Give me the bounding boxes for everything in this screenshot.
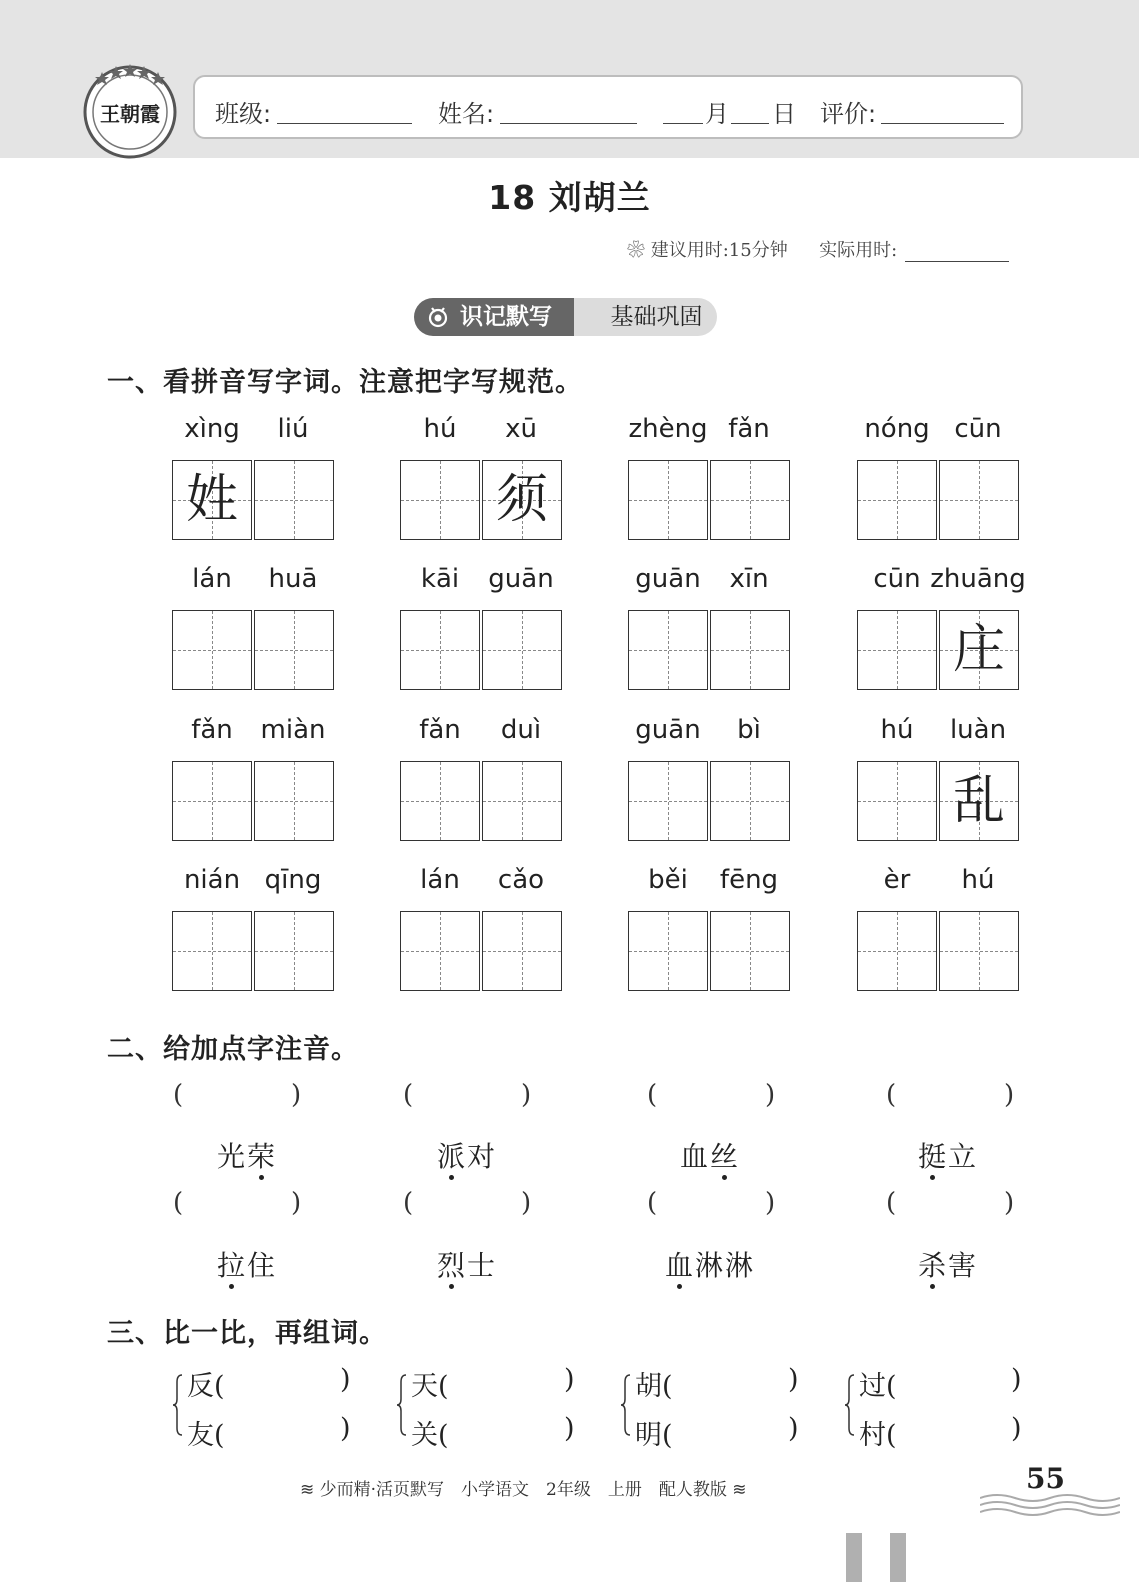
- class-field[interactable]: [277, 123, 412, 124]
- section-tag: [414, 298, 717, 336]
- example-character: [401, 762, 479, 840]
- paren-open: (: [647, 1080, 658, 1110]
- pinyin-label: zhèng: [628, 414, 708, 444]
- example-character: [858, 762, 936, 840]
- tianzige-writing-box[interactable]: [400, 460, 480, 540]
- example-character: [940, 912, 1018, 990]
- tianzige-writing-box[interactable]: [400, 911, 480, 991]
- tianzige-writing-box[interactable]: [939, 610, 1019, 690]
- pinyin-label: guān: [635, 564, 701, 594]
- example-character: 乱: [952, 771, 1005, 831]
- wave-right-icon: ≋: [732, 1480, 747, 1500]
- example-character: [173, 762, 251, 840]
- pinyin-label: duì: [500, 715, 542, 745]
- example-character: [629, 762, 707, 840]
- logo-text: 王朝霞: [100, 102, 160, 126]
- example-character: [255, 461, 333, 539]
- question-3-heading: 三、比一比，再组词。: [107, 1318, 387, 1349]
- paren-close: ): [521, 1080, 532, 1110]
- tianzige-writing-box[interactable]: [254, 761, 334, 841]
- word-answer-field[interactable]: [465, 1366, 560, 1398]
- section-tag-right: 基础巩固: [574, 298, 717, 336]
- pinyin-label: lán: [192, 564, 232, 594]
- compare-character: 村(: [859, 1420, 897, 1451]
- page-number: 55: [1026, 1462, 1065, 1495]
- month-field[interactable]: [663, 123, 703, 124]
- paren-close: ): [1011, 1413, 1022, 1444]
- suggested-time: 建议用时:15分钟: [650, 240, 788, 261]
- compare-character: 友(: [187, 1420, 225, 1451]
- tianzige-writing-box[interactable]: [172, 911, 252, 991]
- pinyin-answer-field[interactable]: [191, 1082, 289, 1114]
- paren-open: (: [647, 1188, 658, 1218]
- example-character: [858, 611, 936, 689]
- paren-close: ): [765, 1080, 776, 1110]
- dotted-word: 光荣: [216, 1140, 278, 1173]
- brace-icon: [397, 1374, 407, 1436]
- pinyin-label: lán: [420, 865, 460, 895]
- tianzige-writing-box[interactable]: [254, 610, 334, 690]
- example-character: 庄: [952, 620, 1005, 680]
- actual-time-field[interactable]: [905, 243, 1009, 262]
- paren-close: ): [521, 1188, 532, 1218]
- pinyin-label: hú: [880, 715, 914, 745]
- timing-line: [627, 236, 1009, 262]
- tianzige-writing-box[interactable]: [172, 610, 252, 690]
- evaluation-label: 评价:: [820, 100, 877, 128]
- example-character: [711, 912, 789, 990]
- word-answer-field[interactable]: [465, 1415, 560, 1447]
- word-answer-field[interactable]: [241, 1415, 336, 1447]
- paren-open: (: [403, 1080, 414, 1110]
- compare-character: 反(: [187, 1371, 225, 1402]
- tianzige-writing-box[interactable]: [254, 460, 334, 540]
- paren-close: ): [1011, 1364, 1022, 1395]
- word-answer-field[interactable]: [913, 1415, 1007, 1447]
- example-character: [401, 611, 479, 689]
- evaluation-field[interactable]: [881, 123, 1004, 124]
- paren-open: (: [886, 1188, 897, 1218]
- emphasis-dot: [677, 1284, 682, 1289]
- pinyin-answer-field[interactable]: [665, 1082, 763, 1114]
- month-label: 月: [705, 100, 729, 128]
- dotted-word: 杀害: [917, 1249, 979, 1282]
- pinyin-label: xìng: [184, 414, 240, 444]
- tianzige-writing-box[interactable]: [482, 610, 562, 690]
- pinyin-label: miàn: [260, 715, 326, 745]
- pinyin-label: bì: [737, 715, 761, 745]
- compare-character: 胡(: [635, 1371, 673, 1402]
- example-character: [483, 611, 561, 689]
- word-answer-field[interactable]: [689, 1366, 784, 1398]
- pinyin-label: guān: [635, 715, 701, 745]
- name-label: 姓名:: [438, 100, 495, 128]
- dotted-word: 烈士: [436, 1249, 498, 1282]
- word-answer-field[interactable]: [241, 1366, 336, 1398]
- tianzige-writing-box[interactable]: [710, 610, 790, 690]
- pinyin-label: cǎo: [497, 865, 545, 895]
- example-character: [711, 611, 789, 689]
- actual-time-label: 实际用时:: [819, 240, 898, 261]
- dotted-word: 拉住: [216, 1249, 278, 1282]
- paren-close: ): [340, 1364, 351, 1395]
- example-character: [629, 461, 707, 539]
- footer: [300, 1475, 747, 1500]
- pinyin-answer-field[interactable]: [191, 1190, 289, 1222]
- pinyin-label: guān: [488, 564, 554, 594]
- pinyin-label: fǎn: [191, 715, 233, 745]
- paren-open: (: [403, 1188, 414, 1218]
- dotted-word: 派对: [436, 1140, 498, 1173]
- wave-left-icon: ≋: [300, 1480, 315, 1500]
- tianzige-writing-box[interactable]: [939, 911, 1019, 991]
- page-waves-decoration: [980, 1488, 1120, 1528]
- pinyin-label: fēng: [719, 865, 779, 895]
- pinyin-label: běi: [648, 865, 688, 895]
- paren-open: (: [173, 1188, 184, 1218]
- tianzige-writing-box[interactable]: [628, 610, 708, 690]
- compare-character: 关(: [411, 1420, 449, 1451]
- pinyin-label: nián: [183, 865, 241, 895]
- example-character: [255, 912, 333, 990]
- example-character: 姓: [185, 470, 238, 530]
- tianzige-writing-box[interactable]: [628, 761, 708, 841]
- compare-character: 明(: [635, 1420, 673, 1451]
- pinyin-label: xū: [505, 414, 537, 444]
- class-label: 班级:: [215, 100, 272, 128]
- pinyin-label: hú: [423, 414, 457, 444]
- paren-close: ): [788, 1413, 799, 1444]
- paren-close: ): [291, 1080, 302, 1110]
- paren-open: (: [886, 1080, 897, 1110]
- paren-close: ): [1004, 1080, 1015, 1110]
- tianzige-writing-box[interactable]: [172, 460, 252, 540]
- paren-close: ): [1004, 1188, 1015, 1218]
- question-2-heading: 二、给加点字注音。: [107, 1034, 359, 1065]
- paren-close: ): [564, 1413, 575, 1444]
- pinyin-label: cūn: [873, 564, 921, 594]
- pinyin-answer-field[interactable]: [421, 1082, 519, 1114]
- tianzige-writing-box[interactable]: [482, 911, 562, 991]
- tianzige-writing-box[interactable]: [710, 911, 790, 991]
- word-answer-field[interactable]: [913, 1366, 1007, 1398]
- brace-icon: [621, 1374, 631, 1436]
- example-character: [858, 912, 936, 990]
- tianzige-writing-box[interactable]: [710, 761, 790, 841]
- pinyin-label: liú: [277, 414, 309, 444]
- brace-icon: [173, 1374, 183, 1436]
- example-character: [483, 762, 561, 840]
- emphasis-dot: [449, 1175, 454, 1180]
- tianzige-writing-box[interactable]: [400, 610, 480, 690]
- tianzige-writing-box[interactable]: [857, 911, 937, 991]
- pinyin-label: qīng: [264, 865, 322, 895]
- pinyin-label: luàn: [949, 715, 1007, 745]
- example-character: [255, 611, 333, 689]
- tianzige-writing-box[interactable]: [857, 460, 937, 540]
- medal-icon: [426, 305, 450, 329]
- section-tag-left: 识记默写: [414, 298, 584, 336]
- dotted-word: 血丝: [679, 1140, 741, 1173]
- example-character: 须: [495, 470, 548, 530]
- word-answer-field[interactable]: [689, 1415, 784, 1447]
- pinyin-label: huā: [268, 564, 318, 594]
- tianzige-writing-box[interactable]: [482, 460, 562, 540]
- pinyin-label: hú: [961, 865, 995, 895]
- student-info-bar: [193, 75, 1023, 139]
- example-character: [711, 762, 789, 840]
- tianzige-writing-box[interactable]: [939, 761, 1019, 841]
- publisher-logo: [80, 60, 180, 160]
- dotted-word: 血淋淋: [664, 1249, 756, 1282]
- paren-close: ): [291, 1188, 302, 1218]
- paren-close: ): [788, 1364, 799, 1395]
- paren-close: ): [564, 1364, 575, 1395]
- pinyin-label: zhuāng: [930, 564, 1026, 594]
- tianzige-writing-box[interactable]: [254, 911, 334, 991]
- emphasis-dot: [930, 1284, 935, 1289]
- pinyin-answer-field[interactable]: [665, 1190, 763, 1222]
- example-character: [255, 762, 333, 840]
- day-field[interactable]: [731, 123, 769, 124]
- compare-character: 过(: [859, 1371, 897, 1402]
- binding-marks: [846, 1533, 906, 1582]
- emphasis-dot: [449, 1284, 454, 1289]
- tianzige-writing-box[interactable]: [482, 761, 562, 841]
- tianzige-writing-box[interactable]: [628, 460, 708, 540]
- lesson-title: 18 刘胡兰: [488, 178, 651, 217]
- emphasis-dot: [930, 1175, 935, 1180]
- paren-open: (: [173, 1080, 184, 1110]
- pinyin-answer-field[interactable]: [421, 1190, 519, 1222]
- tianzige-writing-box[interactable]: [857, 610, 937, 690]
- example-character: [173, 611, 251, 689]
- example-character: [483, 912, 561, 990]
- paren-close: ): [765, 1188, 776, 1218]
- example-character: [858, 461, 936, 539]
- emphasis-dot: [259, 1175, 264, 1180]
- dotted-word: 挺立: [917, 1140, 979, 1173]
- example-character: [629, 611, 707, 689]
- example-character: [629, 912, 707, 990]
- example-character: [401, 912, 479, 990]
- emphasis-dot: [229, 1284, 234, 1289]
- name-field[interactable]: [500, 123, 637, 124]
- tianzige-writing-box[interactable]: [400, 761, 480, 841]
- flower-icon: ❀: [627, 240, 645, 261]
- example-character: [940, 461, 1018, 539]
- pinyin-label: nóng: [864, 414, 930, 444]
- pinyin-label: cūn: [954, 414, 1002, 444]
- pinyin-label: fǎn: [419, 715, 461, 745]
- emphasis-dot: [722, 1175, 727, 1180]
- pinyin-label: kāi: [420, 564, 460, 594]
- compare-character: 天(: [411, 1371, 449, 1402]
- tianzige-writing-box[interactable]: [628, 911, 708, 991]
- question-1-heading: 一、看拼音写字词。注意把字写规范。: [107, 367, 583, 398]
- paren-close: ): [340, 1413, 351, 1444]
- day-label: 日: [772, 100, 796, 128]
- example-character: [173, 912, 251, 990]
- footer-text: 少而精·活页默写 小学语文 2年级 上册 配人教版: [319, 1480, 727, 1500]
- tianzige-writing-box[interactable]: [172, 761, 252, 841]
- brace-icon: [845, 1374, 855, 1436]
- tianzige-writing-box[interactable]: [710, 460, 790, 540]
- tianzige-writing-box[interactable]: [939, 460, 1019, 540]
- pinyin-label: fǎn: [728, 414, 770, 444]
- pinyin-label: èr: [883, 865, 911, 895]
- pinyin-answer-field[interactable]: [904, 1082, 1002, 1114]
- example-character: [401, 461, 479, 539]
- example-character: [711, 461, 789, 539]
- tianzige-writing-box[interactable]: [857, 761, 937, 841]
- pinyin-answer-field[interactable]: [904, 1190, 1002, 1222]
- pinyin-label: xīn: [729, 564, 769, 594]
